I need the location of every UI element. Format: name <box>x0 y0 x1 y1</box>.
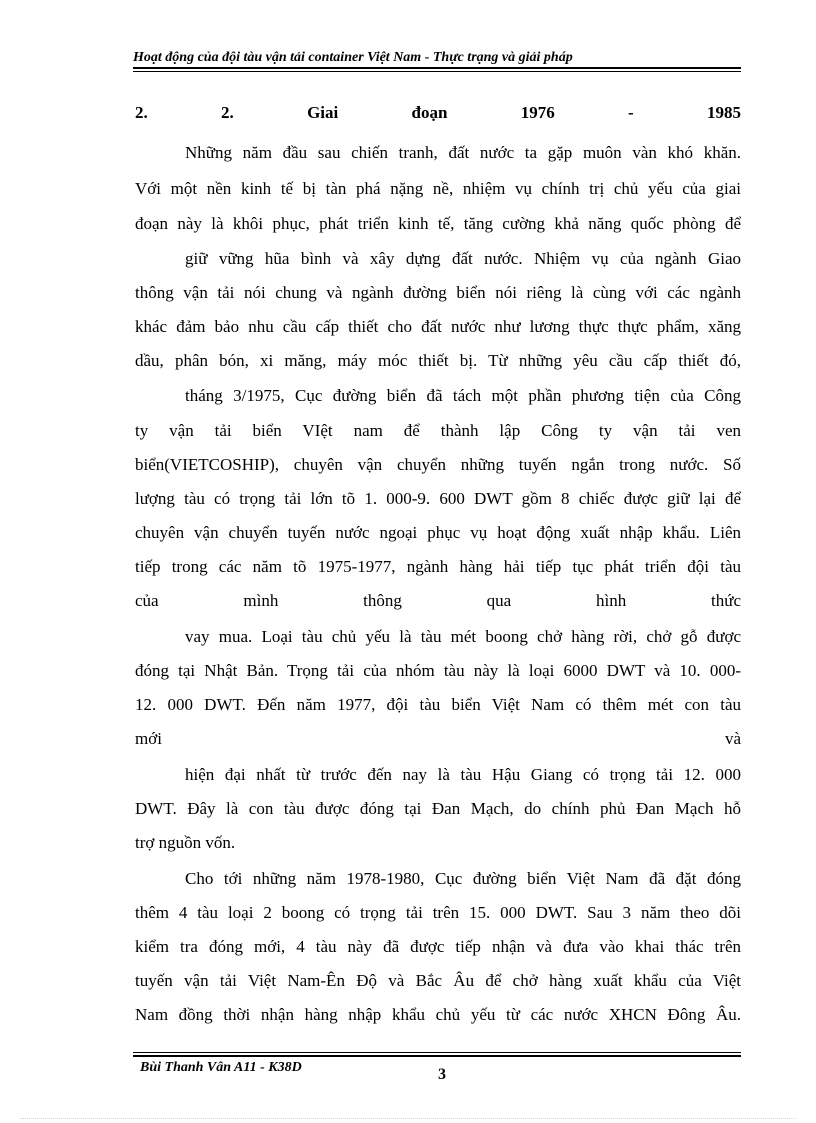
body-line: thêm 4 tàu loại 2 boong có trọng tải trên 15. 000 DWT. Sau 3 năm theo dõi <box>135 903 741 922</box>
body-line: 12. 000 DWT. Đến năm 1977, đội tàu biển Việt Nam có thêm mét con tàu <box>135 695 741 714</box>
body-line: biển(VIETCOSHIP), chuyên vận chuyển những tuyến ngắn trong nước. Số <box>135 455 741 474</box>
page-number: 3 <box>438 1066 446 1083</box>
body-line: DWT. Đây là con tàu được đóng tại Đan Mạch, do chính phủ Đan Mạch hỗ <box>135 799 741 818</box>
header-rule-thin <box>133 71 741 72</box>
body-line: Những năm đầu sau chiến tranh, đất nước ta gặp muôn vàn khó khăn. <box>185 143 741 162</box>
body-line: mới và <box>135 729 741 748</box>
body-line: tiếp trong các năm tõ 1975-1977, ngành hàng hải tiếp tục phát triển đội tàu <box>135 557 741 576</box>
heading-number-1: 2. <box>135 103 148 122</box>
heading-year-end: 1985 <box>706 103 741 122</box>
section-heading <box>135 100 741 126</box>
footer-rule <box>133 1055 741 1057</box>
body-line: vay mua. Loại tàu chủ yếu là tàu mét boong chở hàng rời, chở gỗ được <box>185 627 741 646</box>
heading-year-start: 1976 <box>520 103 555 122</box>
body-line: lượng tàu có trọng tải lớn tõ 1. 000-9. 600 DWT gồm 8 chiếc được giữ lại để <box>135 489 741 508</box>
body-line: giữ vững hũa bình và xây dựng đất nước. Nhiệm vụ của ngành Giao <box>185 249 741 268</box>
header-rule <box>133 67 741 69</box>
body-line: Cho tới những năm 1978-1980, Cục đường biển Việt Nam đã đặt đóng <box>185 869 741 888</box>
footer-rule-thin <box>133 1052 741 1053</box>
body-line: đoạn này là khôi phục, phát triển kinh tế, tăng cường khả năng quốc phòng để <box>135 214 741 233</box>
body-line: hiện đại nhất từ trước đến nay là tàu Hậu Giang có trọng tải 12. 000 <box>185 765 741 784</box>
body-line: đóng tại Nhật Bản. Trọng tải của nhóm tàu này là loại 6000 DWT và 10. 000- <box>135 661 741 680</box>
body-line: của mình thông qua hình thức <box>135 591 741 610</box>
body-line: tháng 3/1975, Cục đường biển đã tách một phần phương tiện của Công <box>185 386 741 405</box>
body-line: tuyến vận tải Việt Nam-Ên Độ và Bắc Âu để chở hàng xuất khẩu của Việt <box>135 971 741 990</box>
heading-dash: - <box>628 103 634 122</box>
footer-author: Bùi Thanh Vân A11 - K38D <box>140 1060 302 1075</box>
heading-word-2: đoạn <box>411 103 448 122</box>
body-line: Nam đồng thời nhận hàng nhập khẩu chủ yếu từ các nước XHCN Đông Âu. <box>135 1005 741 1024</box>
body-line: trợ nguồn vốn. <box>135 833 236 852</box>
running-header: Hoạt động của đội tàu vận tải container Việt Nam - Thực trạng và giải pháp <box>133 50 573 65</box>
body-line: thông vận tải nói chung và ngành đường biển nói riêng là cùng với các ngành <box>135 283 741 302</box>
body-line: Với một nền kinh tế bị tàn phá nặng nề, nhiệm vụ chính trị chủ yếu của giai <box>135 179 741 198</box>
body-line: khác đảm bảo nhu cầu cấp thiết cho đất nước như lương thực thực phẩm, xăng <box>135 317 741 336</box>
body-line: chuyên vận chuyển tuyến nước ngoại phục vụ hoạt động xuất nhập khẩu. Liên <box>135 523 741 542</box>
page-edge <box>20 1118 796 1119</box>
heading-word-1: Giai <box>307 103 339 122</box>
body-line: ty vận tải biển VIệt nam để thành lập Công ty vận tải ven <box>135 421 741 440</box>
body-line: dầu, phân bón, xi măng, máy móc thiết bị. Từ những yêu cầu cấp thiết đó, <box>135 351 741 370</box>
body-line: kiểm tra đóng mới, 4 tàu này đã được tiếp nhận và đưa vào khai thác trên <box>135 937 741 956</box>
heading-number-2: 2. <box>221 103 234 122</box>
